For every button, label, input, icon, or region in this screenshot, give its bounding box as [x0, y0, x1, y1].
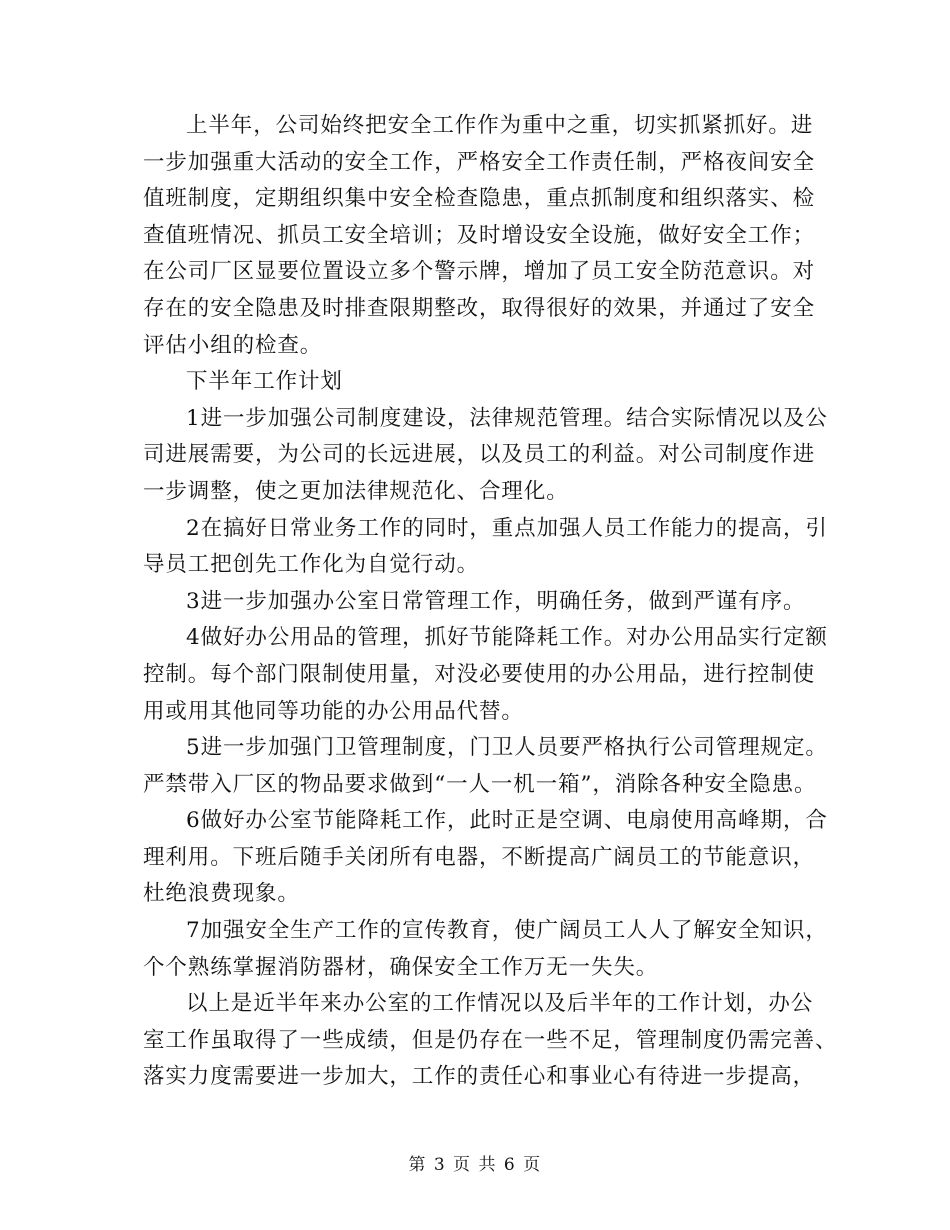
paragraph-line: 一步调整，使之更加法律规范化、合理化。: [143, 478, 569, 504]
paragraph-line: 杜绝浪费现象。: [143, 881, 300, 907]
paragraph-line: 评估小组的检查。: [143, 332, 323, 358]
paragraph-line: 3进一步加强办公室日常管理工作，明确任务，做到严谨有序。: [186, 588, 806, 614]
paragraph-line: 落实力度需要进一步加大，工作的责任心和事业心有待进一步提高，: [143, 1064, 816, 1090]
paragraph-line: 在公司厂区显要位置设立多个警示牌，增加了员工安全防范意识。对: [143, 259, 816, 285]
paragraph-line: 严禁带入厂区的物品要求做到“一人一机一箱”，消除各种安全隐患。: [143, 771, 817, 797]
paragraph-line: 用或用其他同等功能的办公用品代替。: [143, 698, 524, 724]
paragraph-line: 理利用。下班后随手关闭所有电器，不断提高广阔员工的节能意识，: [143, 844, 816, 870]
paragraph-line: 1进一步加强公司制度建设，法律规范管理。结合实际情况以及公: [186, 405, 828, 431]
section-heading: 下半年工作计划: [186, 369, 343, 395]
paragraph-line: 查值班情况、抓员工安全培训；及时增设安全设施，做好安全工作；: [143, 222, 816, 248]
paragraph-line: 司进展需要，为公司的长远进展，以及员工的利益。对公司制度作进: [143, 442, 816, 468]
paragraph-line: 控制。每个部门限制使用量，对没必要使用的办公用品，进行控制使: [143, 661, 816, 687]
paragraph-line: 一步加强重大活动的安全工作，严格安全工作责任制，严格夜间安全: [143, 149, 816, 175]
paragraph-line: 室工作虽取得了一些成绩，但是仍存在一些不足，管理制度仍需完善、: [143, 1027, 838, 1053]
paragraph-line: 2在搞好日常业务工作的同时，重点加强人员工作能力的提高，引: [186, 515, 828, 541]
paragraph-line: 上半年，公司始终把安全工作作为重中之重，切实抓紧抓好。进: [186, 113, 814, 138]
paragraph-line: 存在的安全隐患及时排查限期整改，取得很好的效果，并通过了安全: [143, 295, 816, 321]
document-body: [143, 108, 838, 1096]
paragraph-line: 5进一步加强门卫管理制度，门卫人员要严格执行公司管理规定。: [186, 735, 828, 761]
paragraph-line: 个个熟练掌握消防器材，确保安全工作万无一失失。: [143, 954, 659, 980]
paragraph-line: 4做好办公用品的管理，抓好节能降耗工作。对办公用品实行定额: [186, 625, 828, 651]
paragraph-line: 7加强安全生产工作的宣传教育，使广阔员工人人了解安全知识，: [186, 918, 828, 944]
paragraph-line: 导员工把创先工作化为自觉行动。: [143, 552, 480, 578]
paragraph-line: 值班制度，定期组织集中安全检查隐患，重点抓制度和组织落实、检: [143, 186, 816, 212]
paragraph-line: 以上是近半年来办公室的工作情况以及后半年的工作计划，办公: [186, 991, 814, 1017]
paragraph-line: 6做好办公室节能降耗工作，此时正是空调、电扇使用高峰期，合: [186, 808, 828, 834]
page-number-footer: 第 3 页 共 6 页: [408, 1155, 542, 1175]
